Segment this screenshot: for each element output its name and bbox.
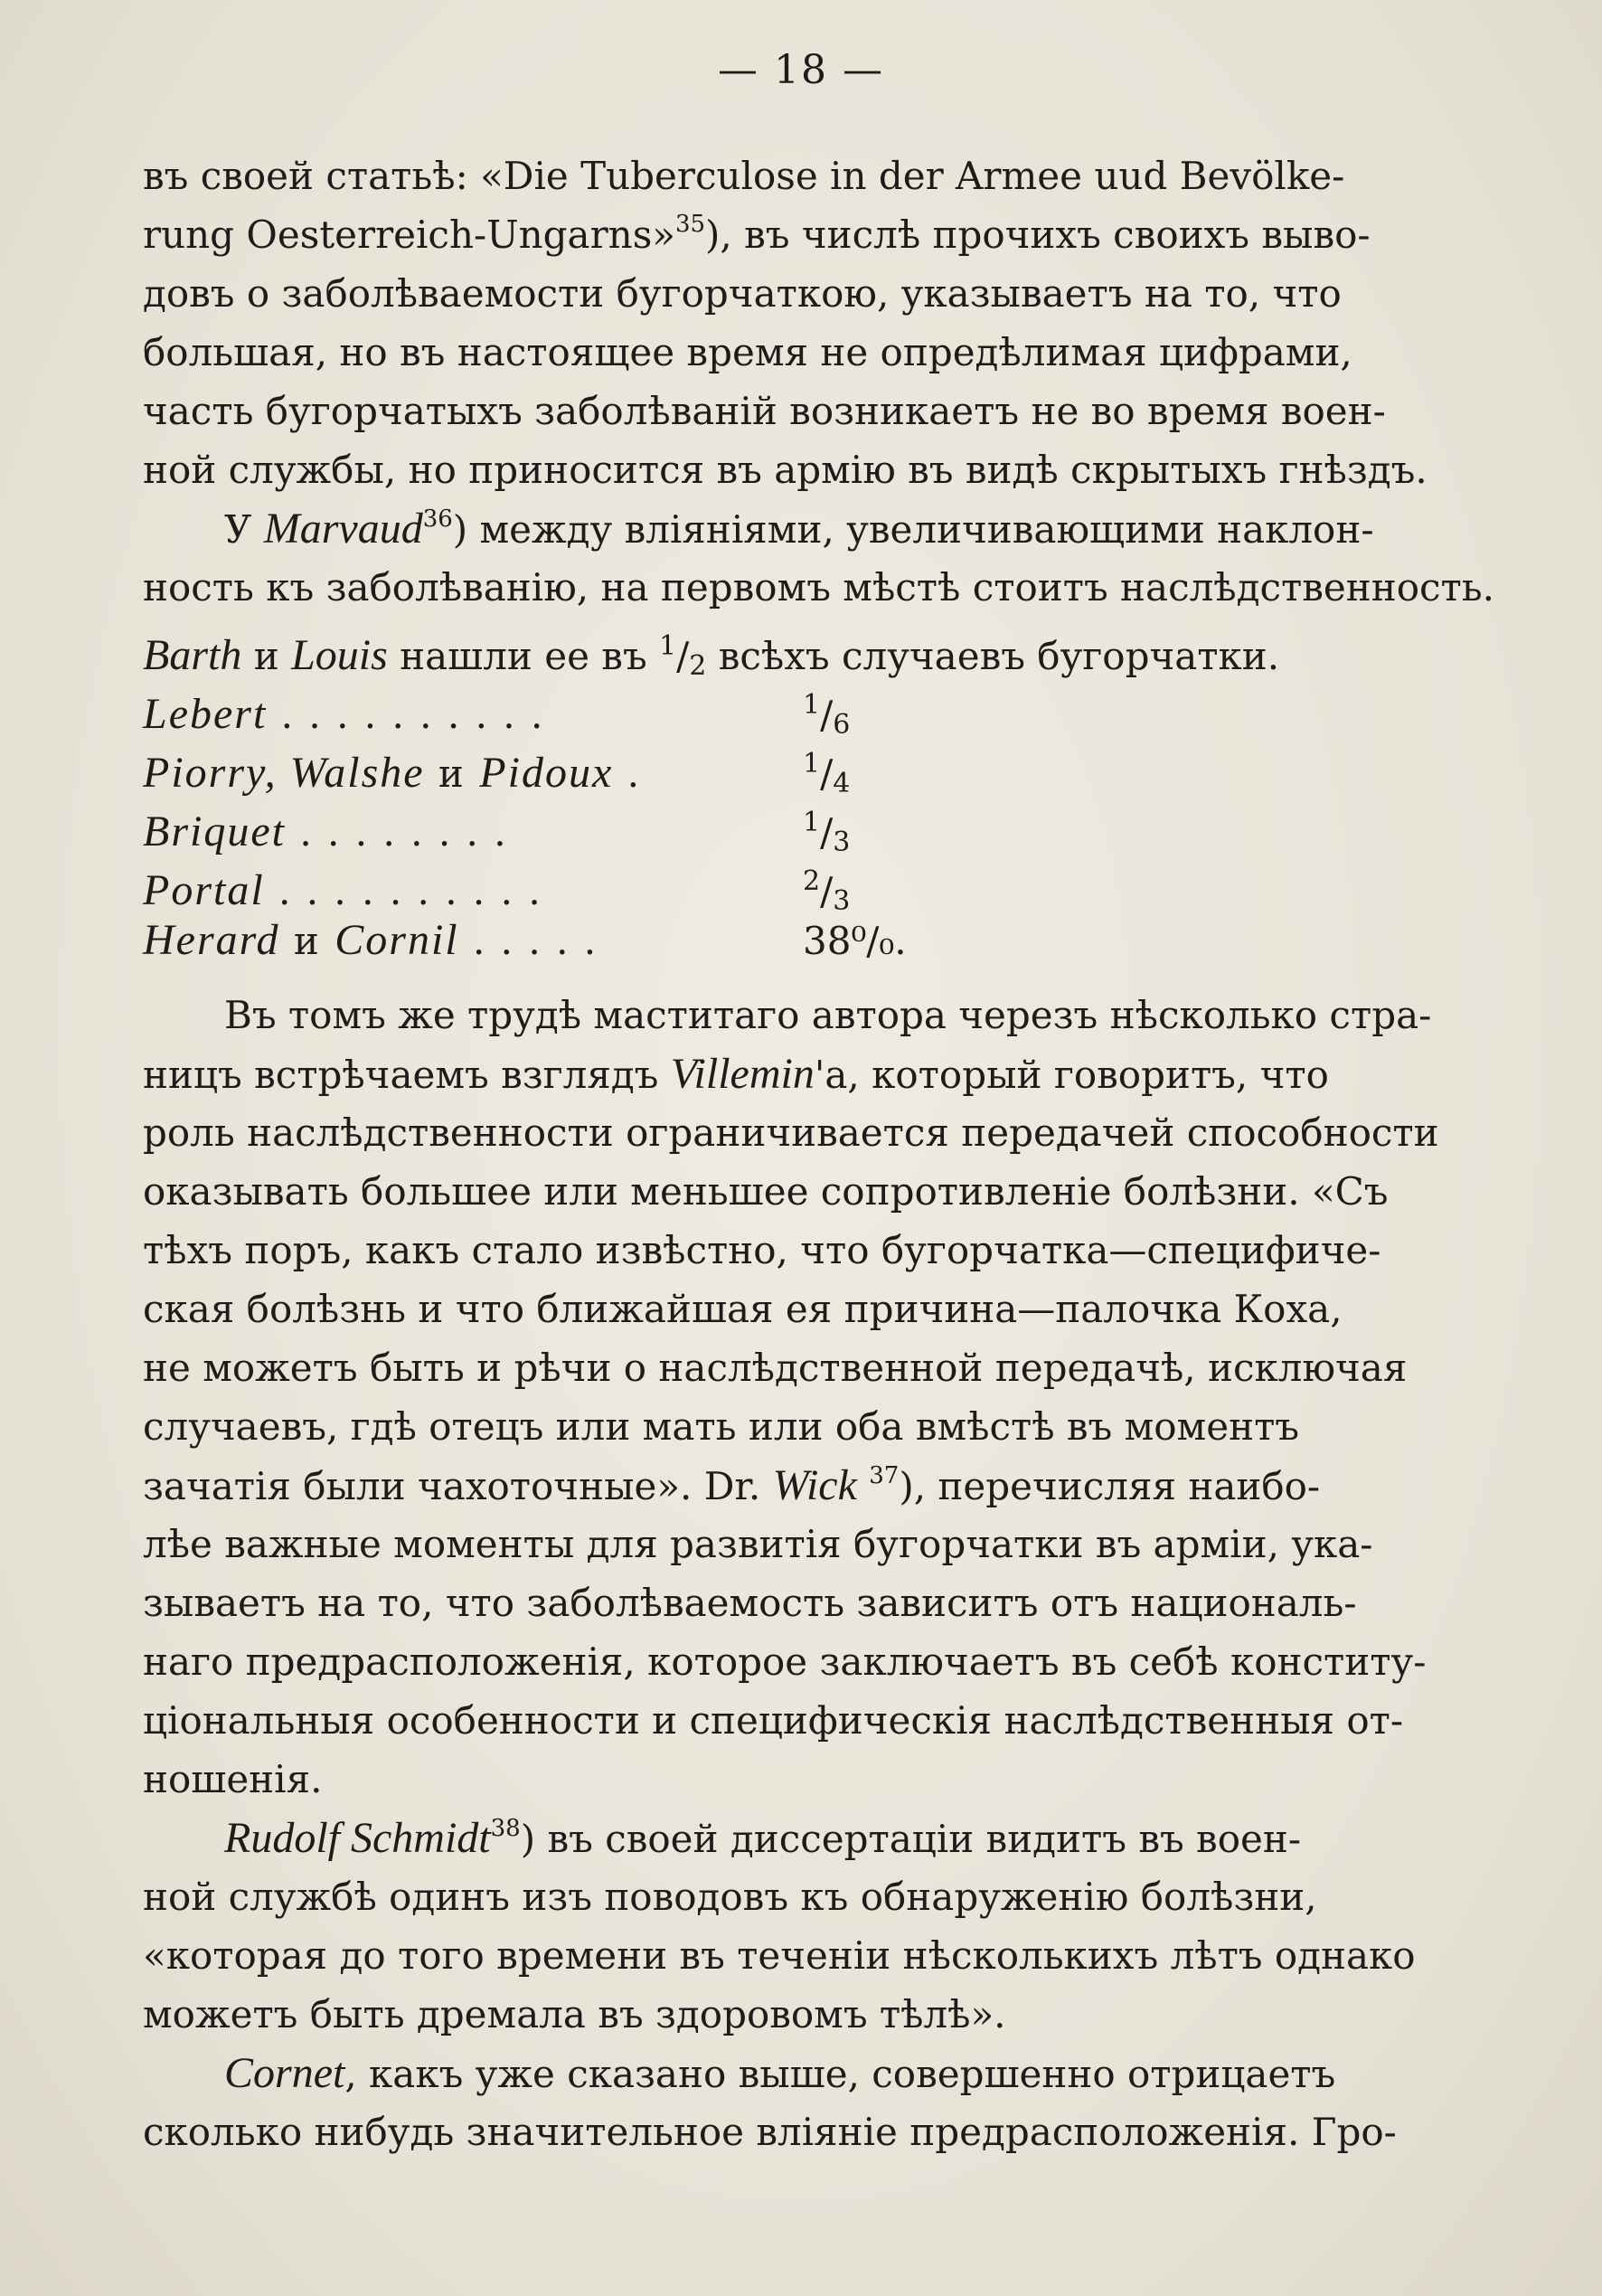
- footnote-ref: 36: [422, 505, 453, 533]
- page-number: — 18 —: [718, 47, 884, 93]
- author-name: Marvaud: [263, 505, 423, 553]
- author-name: Villemin: [670, 1050, 815, 1098]
- text-line: ность къ заболѣванію, на первомъ мѣстѣ стоитъ наслѣдственность.: [143, 565, 1494, 609]
- text-line: тѣхъ поръ, какъ стало извѣстно, что бугорчатка—специфиче-: [143, 1228, 1381, 1272]
- text-line: Въ томъ же трудѣ маститаго автора черезъ нѣсколько стра-: [224, 993, 1432, 1037]
- author-name: Wick: [772, 1461, 857, 1509]
- text-line: не можетъ быть и рѣчи о наслѣдственной передачѣ, исключая: [143, 1346, 1408, 1390]
- text-line: довъ о заболѣваемости бугорчаткою, указываетъ на то, что: [143, 271, 1342, 316]
- author-name: Cornet: [224, 2049, 345, 2097]
- text-line: случаевъ, гдѣ отецъ или мать или оба вмѣстѣ въ моментъ: [143, 1404, 1300, 1449]
- text-line: ношенія.: [143, 1757, 323, 1801]
- text-line: роль наслѣдственности ограничивается передачей способности: [143, 1110, 1439, 1155]
- text-line: Rudolf Schmidt$^{38}$) въ своей диссертаціи видитъ въ воен-: [224, 1814, 1302, 1862]
- text-line: наго предрасположенія, которое заключаетъ въ себѣ конститу-: [143, 1639, 1427, 1684]
- text-line: часть бугорчатыхъ заболѣваній возникаетъ не во время воен-: [143, 389, 1386, 433]
- text-line: ницъ встрѣчаемъ взглядъ Villemin'а, который говоритъ, что: [143, 1050, 1329, 1098]
- table-row: Herard и Cornil . . . . . 38⁰/₀.: [143, 916, 907, 964]
- text-line: лѣе важные моменты для развитія бугорчатки въ арміи, ука-: [143, 1522, 1373, 1566]
- text-line: У Marvaud$^{36}$) между вліяніями, увеличивающими наклон-: [224, 505, 1374, 553]
- text-line: въ своей статьѣ: «Die Tuberculose in der Armee uud Bevölke-: [143, 154, 1345, 198]
- author-name: Rudolf Schmidt: [224, 1814, 491, 1862]
- text-line: Barth и Louis нашли ее въ 1/2 всѣхъ случаевъ бугорчатки.: [143, 630, 1280, 682]
- text-line: rung Oesterreich-Ungarns»$^{35}$), въ числѣ прочихъ своихъ выво-: [143, 211, 1371, 257]
- table-row: Lebert . . . . . . . . . . $^1$/6: [143, 689, 851, 741]
- body-text: [143, 146, 1494, 2161]
- footnote-ref: 38: [490, 1815, 521, 1842]
- author-name: Barth: [143, 631, 242, 679]
- text-line: можетъ быть дремала въ здоровомъ тѣлѣ».: [143, 1992, 1006, 2036]
- text-line: Cornet, какъ уже сказано выше, совершенно отрицаетъ: [224, 2049, 1336, 2097]
- text-line: зачатія были чахоточные». Dr. Wick $^{37}$), перечисляя наибо-: [143, 1461, 1321, 1509]
- author-name: Louis: [291, 631, 388, 679]
- text-line: большая, но въ настоящее время не опредѣлимая цифрами,: [143, 330, 1352, 374]
- table-row: Piorry, Walshe и Pidoux . $^1$/4: [143, 748, 851, 799]
- footnote-ref: 35: [674, 211, 706, 238]
- text-line: «которая до того времени въ теченіи нѣсколькихъ лѣтъ однако: [143, 1933, 1416, 1978]
- text-line: сколько нибудь значительное вліяніе предрасположенія. Гро-: [143, 2110, 1397, 2154]
- text-line: зываетъ на то, что заболѣваемость зависитъ отъ националь-: [143, 1581, 1357, 1625]
- text-line: ская болѣзнь и что ближайшая ея причина—палочка Коха,: [143, 1287, 1343, 1331]
- table-row: Briquet . . . . . . . . $^1$/3: [143, 807, 851, 858]
- text-line: ной службы, но приносится въ армію въ видѣ скрытыхъ гнѣздъ.: [143, 448, 1428, 492]
- text-line: ціональныя особенности и специфическія наслѣдственныя от-: [143, 1698, 1404, 1743]
- text-line: оказывать большее или меньшее сопротивленіе болѣзни. «Съ: [143, 1169, 1389, 1214]
- footnote-ref: 37: [869, 1462, 900, 1489]
- table-row: Portal . . . . . . . . . . $^2$/3: [143, 865, 851, 917]
- text-line: ной службѣ одинъ изъ поводовъ къ обнаруженію болѣзни,: [143, 1875, 1317, 1919]
